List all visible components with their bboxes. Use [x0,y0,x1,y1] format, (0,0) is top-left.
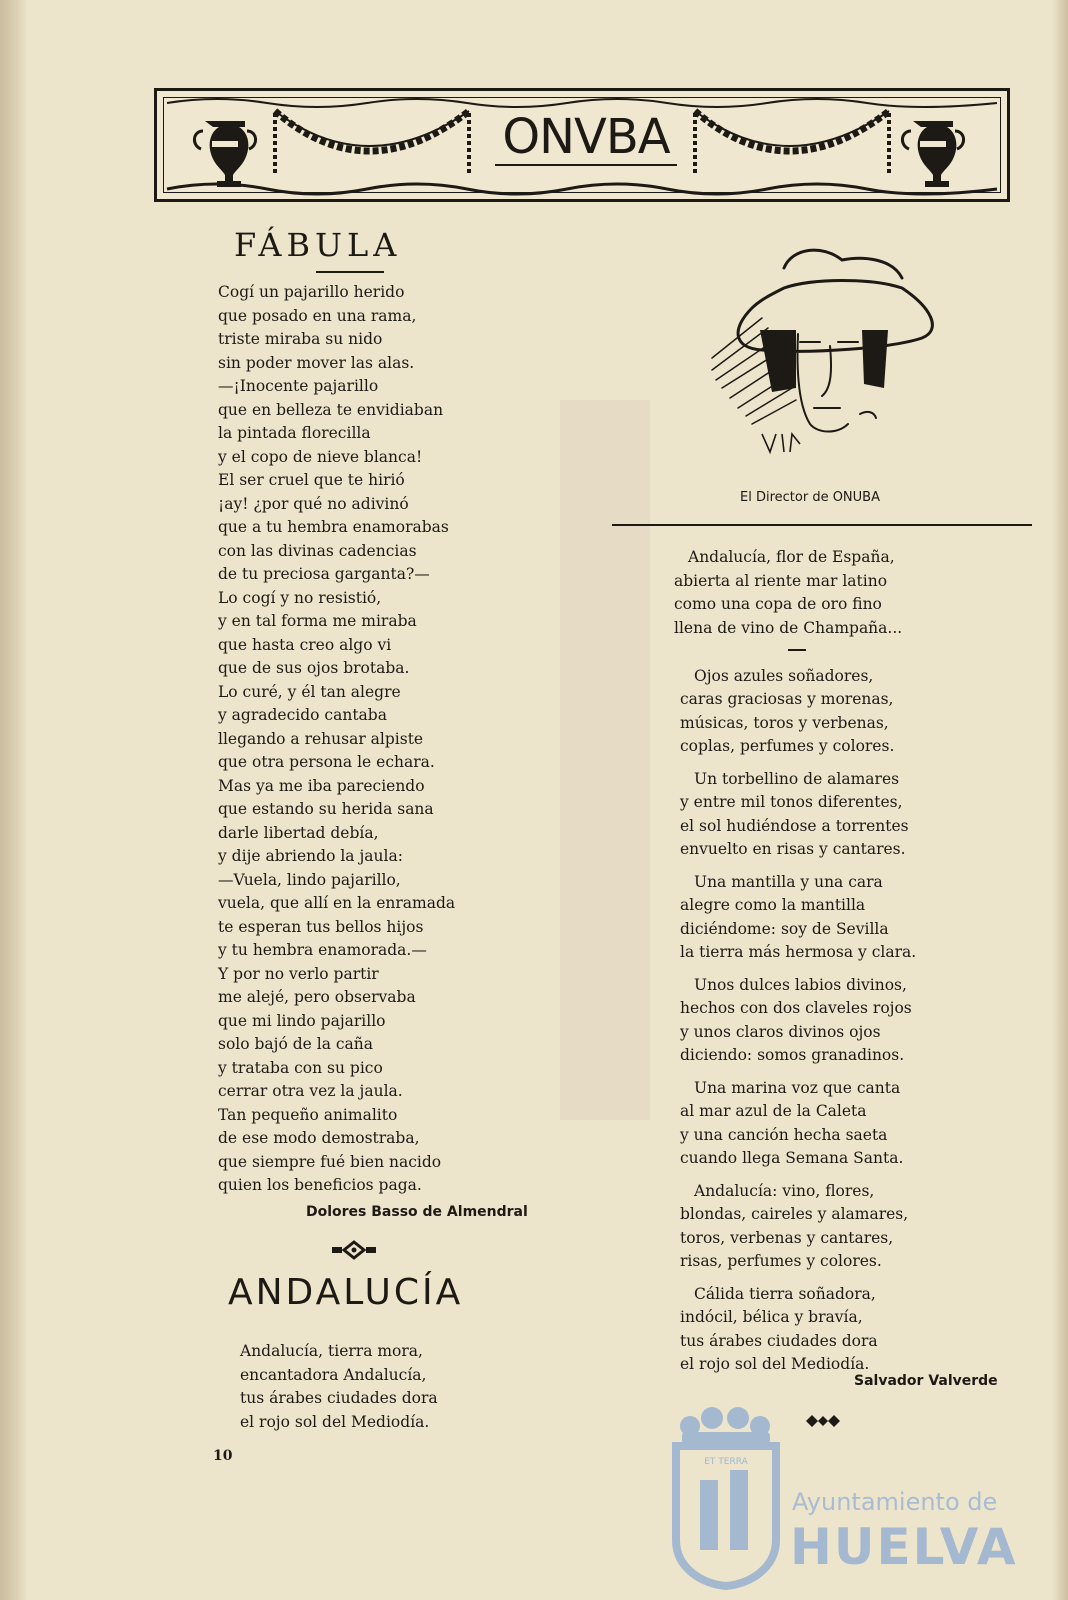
poem-line: —¡Inocente pajarillo [218,377,379,395]
poem-line: Mas ya me iba pareciendo [218,776,425,795]
diamond-ornament-icon [330,1240,378,1260]
poem-line: encantadora Andalucía, [240,1365,427,1384]
poem-line: llena de vino de Champaña... [674,618,903,637]
poem-stanza [680,871,917,965]
poem-line: que en belleza te envidiaban [218,400,444,419]
poem-stanza [680,1180,916,1274]
poem-line: de tu preciosa garganta?— [218,565,430,583]
amphora-icon [194,121,255,187]
poem-line: y en tal forma me miraba [218,612,417,630]
poem-line: coplas, perfumes y colores. [680,737,895,755]
paper-bleed-through [560,400,650,1120]
poem-line: que de sus ojos brotaba. [218,659,410,677]
poem-stanza [680,1077,916,1171]
poem-line: hechos con dos claveles rojos [680,999,912,1017]
page-edge-right [1052,0,1068,1600]
poem-line: que mi lindo pajarillo [218,1011,386,1030]
poem-line: tus árabes ciudades dora [680,1331,878,1350]
poem-line: y entre mil tonos diferentes, [680,793,903,811]
coat-of-arms-text: ET TERRA [704,1457,748,1467]
poem-line: quien los beneficios paga. [218,1176,422,1194]
poem-line: que posado en una rama, [218,306,417,325]
poem-line: risas, perfumes y colores. [680,1252,882,1270]
portrait-caption [740,490,880,505]
poem-line: que a tu hembra enamorabas [218,518,449,536]
poem-line: cerrar otra vez la jaula. [218,1082,403,1100]
poem-line: darle libertad debía, [218,823,379,842]
poem-fabula-body [218,281,455,1198]
poem-line: que otra persona le echara. [218,753,435,771]
page-number: 10 [213,1448,233,1464]
poem-line: indócil, bélica y bravía, [680,1308,863,1326]
poem-line: alegre como la mantilla [680,896,866,914]
poem-title-fabula: FÁBULA [234,226,402,264]
poem-line: vuela, que allí en la enramada [218,894,456,912]
poem-line: Andalucía, tierra mora, [240,1342,423,1360]
poem-line: como una copa de oro fino [674,595,882,613]
poem-line: cuando llega Semana Santa. [680,1149,904,1167]
column-divider [612,524,1032,526]
poem-line: abierta al riente mar latino [674,571,888,590]
poem-line: Cogí un pajarillo herido [218,283,405,301]
poem-line: el rojo sol del Mediodía. [240,1412,430,1431]
poem-line: que estando su herida sana [218,800,434,818]
poem-line: sin poder mover las alas. [218,353,415,372]
poem-line: diciendo: somos granadinos. [680,1046,905,1064]
poem-line: llegando a rehusar alpiste [218,729,424,748]
poem-line: tus árabes ciudades dora [240,1389,438,1407]
poem-stanza [680,974,916,1068]
masthead-banner [154,88,1010,202]
poem-line: diciéndome: soy de Sevilla [680,919,889,938]
poem-line: Una mantilla y una cara [694,872,883,891]
poem-line: Tan pequeño animalito [218,1105,398,1124]
poem-line: músicas, toros y verbenas, [680,713,889,732]
caption-name: ONUBA [832,490,880,505]
poem-line: y tu hembra enamorada.— [218,941,427,959]
poem-line: ¡ay! ¿por qué no adivinó [218,494,409,513]
watermark-line1: Ayuntamiento de [792,1488,998,1516]
title-underline [316,271,384,273]
poem-line: y agradecido cantaba [218,706,387,724]
masthead-title: ONVBA [502,109,670,165]
poem-line: envuelto en risas y cantares. [680,840,906,858]
poem-line: y una canción hecha saeta [680,1125,888,1144]
stanza-separator [788,649,806,651]
poem-line: el sol hudiéndose a torrentes [680,816,909,835]
poem-stanza [680,1283,916,1377]
poem-line: Unos dulces labios divinos, [694,975,907,994]
poem-line: Andalucía: vino, flores, [694,1181,875,1200]
poem-stanza [674,546,916,640]
caption-prefix: El Director de [740,490,829,505]
poem-stanza [680,665,916,759]
poem-line: la pintada florecilla [218,424,371,442]
poem-line: y unos claros divinos ojos [680,1022,881,1041]
poem-line: la tierra más hermosa y clara. [680,943,917,961]
poem-line: el rojo sol del Mediodía. [680,1355,870,1373]
amphora-icon [902,121,963,187]
poem-line: Lo curé, y él tan alegre [218,682,401,701]
poem-line: que hasta creo algo vi [218,635,392,654]
director-portrait-illustration [692,238,962,478]
author-fabula: Dolores Basso de Almendral [306,1204,528,1220]
poem-line: toros, verbenas y cantares, [680,1228,894,1247]
poem-line: te esperan tus bellos hijos [218,917,424,936]
poem-line: —Vuela, lindo pajarillo, [218,870,401,889]
poem-line: con las divinas cadencias [218,541,417,560]
poem-line: Un torbellino de alamares [694,769,900,788]
poem-line: y el copo de nieve blanca! [218,447,423,466]
watermark-line2: HUELVA [790,1518,1018,1576]
poem-line: Y por no verlo partir [218,964,379,983]
poem-stanza [680,768,916,862]
poem-line: Una marina voz que canta [694,1078,901,1097]
poem-line: que siempre fué bien nacido [218,1152,442,1171]
poem-line: Ojos azules soñadores, [694,666,874,685]
poem-line: Lo cogí y no resistió, [218,588,382,607]
poem-andalucia-left-body [220,1340,438,1434]
page-edge-left [0,0,28,1600]
poem-line: solo bajó de la caña [218,1035,374,1053]
poem-line: caras graciosas y morenas, [680,690,894,708]
poem-line: y dije abriendo la jaula: [218,847,403,865]
poem-line: y trataba con su pico [218,1058,383,1077]
poem-line: al mar azul de la Caleta [680,1102,867,1120]
poem-line: El ser cruel que te hirió [218,471,405,489]
poem-line: Andalucía, flor de España, [688,548,895,566]
poem-title-andalucia: ANDALUCÍA [228,1272,464,1313]
poem-line: de ese modo demostraba, [218,1129,420,1147]
author-andalucia: Salvador Valverde [854,1373,998,1389]
poem-line: blondas, caireles y alamares, [680,1205,909,1223]
poem-line: me alejé, pero observaba [218,988,416,1006]
poem-andalucia-right-body [674,546,917,1386]
poem-line: Cálida tierra soñadora, [694,1284,876,1303]
poem-line: triste miraba su nido [218,330,383,348]
